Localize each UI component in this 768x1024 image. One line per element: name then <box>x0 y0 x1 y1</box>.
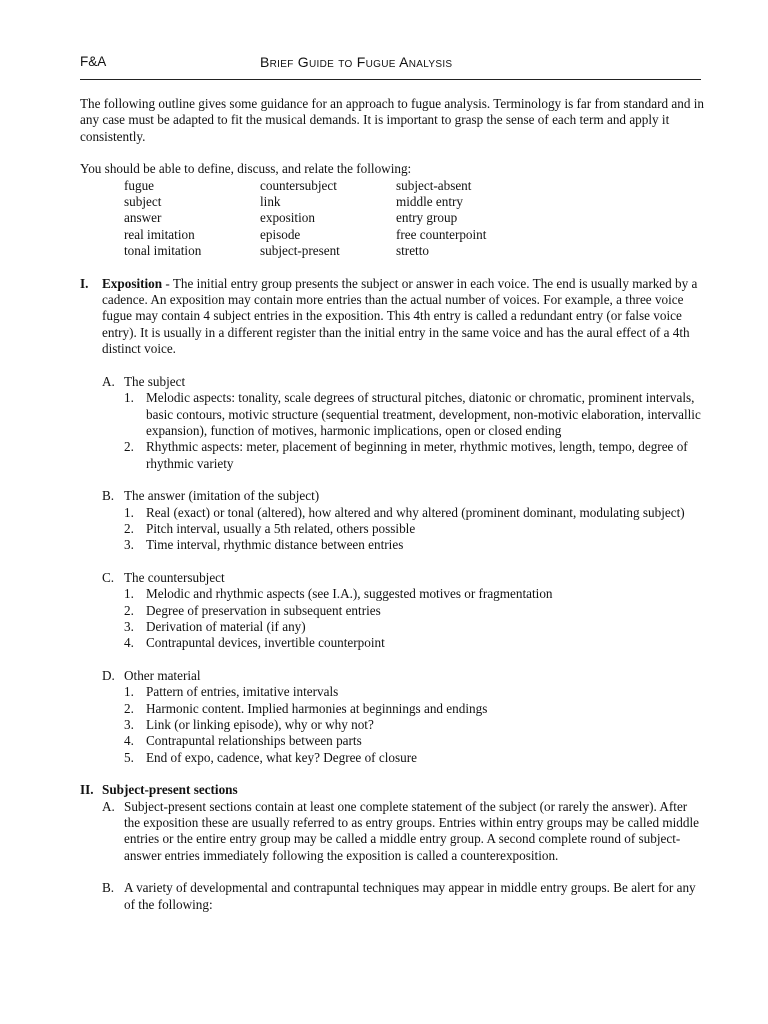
list-item-number: 3. <box>124 537 134 553</box>
list-item <box>80 717 705 733</box>
page-header <box>80 54 700 76</box>
section-title: Subject-present sections <box>102 782 238 798</box>
subsection-paragraph <box>80 880 705 913</box>
list-item <box>80 537 705 553</box>
term: fugue <box>124 177 155 193</box>
header-course-code: F&A <box>80 54 107 69</box>
header-rule <box>80 79 701 80</box>
subsection-letter: B. <box>102 488 115 504</box>
section-exposition <box>80 276 705 358</box>
term: entry group <box>396 210 458 226</box>
list-item-number: 4. <box>124 733 134 749</box>
list-item-number: 2. <box>124 700 134 716</box>
term: subject <box>124 194 162 210</box>
list-item-number: 3. <box>124 618 134 634</box>
list-item-text: Pattern of entries, imitative intervals <box>146 684 339 700</box>
list-item-number: 5. <box>124 749 134 765</box>
list-item-text: Melodic and rhythmic aspects (see I.A.), suggested motives or fragmentation <box>146 586 553 602</box>
list-item-number: 1. <box>124 586 134 602</box>
list-item-number: 4. <box>124 635 134 651</box>
subsection-letter: B. <box>102 880 115 896</box>
list-item <box>80 505 705 521</box>
list-item <box>80 619 705 635</box>
list-item <box>80 733 705 749</box>
term: stretto <box>396 243 429 259</box>
section-paragraph <box>102 276 705 358</box>
subsection-letter: A. <box>102 798 115 814</box>
subsection-title: The answer (imitation of the subject) <box>124 488 320 504</box>
section-number: II. <box>80 782 94 798</box>
subsection-letter: C. <box>102 569 115 585</box>
list-item-text: Harmonic content. Implied harmonies at beginnings and endings <box>146 700 488 716</box>
list-item <box>80 635 705 651</box>
term: tonal imitation <box>124 243 202 259</box>
term: countersubject <box>260 177 337 193</box>
list-item-text: Melodic aspects: tonality, scale degrees of structural pitches, diatonic or chromatic, prominent intervals, basic contours, motivic structure (sequential treatment, development, non-motivic elaboration, intervallic expansion), function of motives, harmonic implications, open or closed ending <box>146 390 701 438</box>
list-item-text: Real (exact) or tonal (altered), how altered and why altered (prominent dominant, modulating subject) <box>146 504 685 520</box>
subsection-other-material <box>80 668 705 684</box>
list-item <box>80 586 705 602</box>
intro-paragraph: The following outline gives some guidance for an approach to fugue analysis. Terminology is far from standard and in any case must be adapted to fit the musical demands. It is important to grasp the sense of each term and apply it consistently. <box>80 96 704 144</box>
list-item-text: Time interval, rhythmic distance between entries <box>146 537 404 553</box>
section-subject-present <box>80 782 705 798</box>
term: exposition <box>260 210 315 226</box>
term: answer <box>124 210 162 226</box>
subsection-title: The subject <box>124 373 186 389</box>
document-title: Brief Guide to Fugue Analysis <box>260 54 453 70</box>
list-item-number: 1. <box>124 684 134 700</box>
list-item-text: Degree of preservation in subsequent entries <box>146 602 381 618</box>
subsection-paragraph <box>80 799 705 865</box>
list-item-text: Contrapuntal relationships between parts <box>146 733 362 749</box>
list-item-text: Pitch interval, usually a 5th related, others possible <box>146 520 416 536</box>
section-text: - The initial entry group presents the subject or answer in each voice. The end is usually marked by a cadence. An exposition may contain more entries than the actual number of voices. For example, a three voice fugue may contain 4 subject entries in the exposition. This 4th entry is called a redundant entry (or false voice entry). It is usually in a different register than the initial entry in the same voice and has the aural effect of a 4th distinct voice. <box>102 275 698 357</box>
list-item-number: 1. <box>124 504 134 520</box>
list-item <box>80 521 705 537</box>
list-item <box>80 603 705 619</box>
term: subject-absent <box>396 177 472 193</box>
list-item-text: End of expo, cadence, what key? Degree of closure <box>146 749 417 765</box>
section-number: I. <box>80 275 89 291</box>
section-title: Exposition <box>102 275 163 291</box>
subsection-letter: D. <box>102 667 115 683</box>
subsection-letter: A. <box>102 373 115 389</box>
list-item <box>80 439 705 472</box>
list-item-text: Link (or linking episode), why or why not? <box>146 717 374 732</box>
term: free counterpoint <box>396 226 487 242</box>
list-item-number: 2. <box>124 602 134 618</box>
list-item-text: Derivation of material (if any) <box>146 618 306 634</box>
term: real imitation <box>124 226 195 242</box>
list-item <box>80 390 705 439</box>
list-item-number: 3. <box>124 717 134 732</box>
list-item <box>80 750 705 766</box>
term: episode <box>260 226 301 242</box>
subsection-answer <box>80 488 705 504</box>
subsection-title: Other material <box>124 667 201 683</box>
list-item-text: Rhythmic aspects: meter, placement of beginning in meter, rhythmic motives, length, tempo, degree of rhythmic variety <box>146 439 688 471</box>
list-item <box>80 701 705 717</box>
list-item-text: Contrapuntal devices, invertible counterpoint <box>146 635 385 651</box>
term: subject-present <box>260 243 340 259</box>
intro-terms-lead: You should be able to define, discuss, and relate the following: <box>80 161 412 177</box>
list-item <box>80 684 705 700</box>
term: link <box>260 194 281 210</box>
subsection-text: A variety of developmental and contrapuntal techniques may appear in middle entry groups. Be alert for any of the following: <box>124 880 696 912</box>
document-body <box>80 96 705 913</box>
list-item-number: 2. <box>124 520 134 536</box>
subsection-countersubject <box>80 570 705 586</box>
subsection-text: Subject-present sections contain at least one complete statement of the subject (or rarely the answer). After the exposition these are usually referred to as entry groups. Entries within entry groups may be called middle entries or the entire entry group may be called a middle entry group. A second complete round of subject-answer entries immediately following the exposition is called a counterexposition. <box>124 798 699 863</box>
subsection-subject <box>80 374 705 390</box>
subsection-title: The countersubject <box>124 569 225 585</box>
list-item-number: 1. <box>124 390 134 406</box>
list-item-number: 2. <box>124 439 134 455</box>
term: middle entry <box>396 194 464 210</box>
terms-list <box>124 178 705 260</box>
